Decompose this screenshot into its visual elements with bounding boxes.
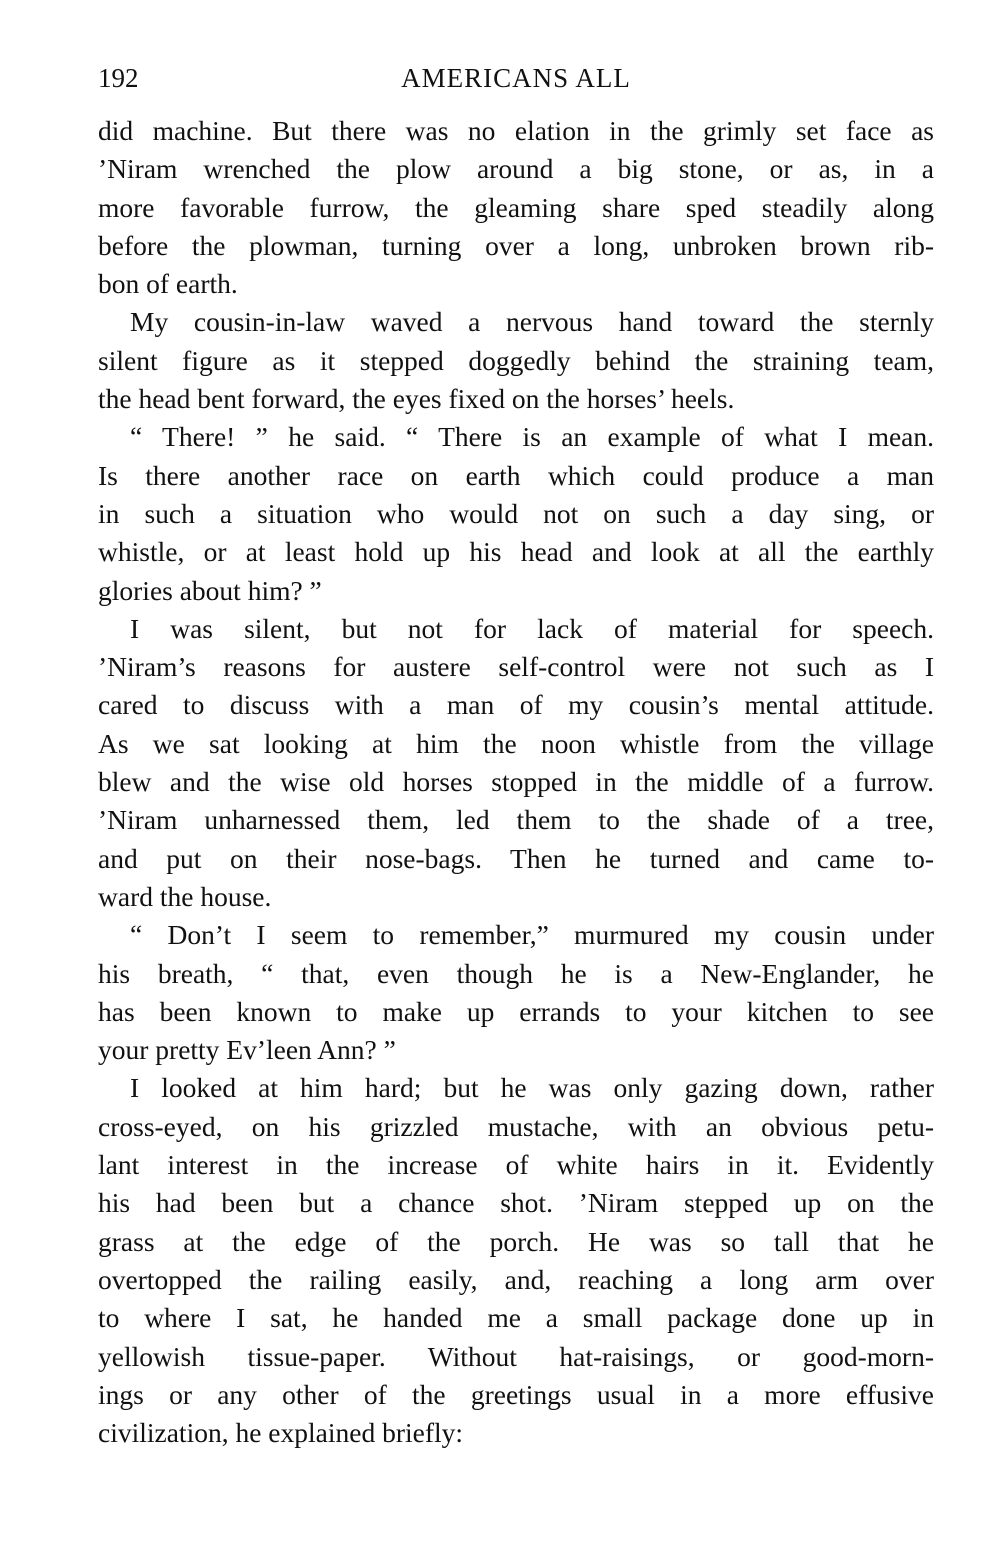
paragraph <box>98 418 934 609</box>
text-line: ’Niram wrenched the plow around a big stone, or as, in a <box>98 153 934 185</box>
text-line: overtopped the railing easily, and, reaching a long arm over <box>98 1263 934 1295</box>
text-line: has been known to make up errands to your kitchen to see <box>98 995 934 1027</box>
running-head <box>98 58 934 98</box>
text-line: ward the house. <box>98 880 272 912</box>
paragraph <box>98 1069 934 1452</box>
text-line: in such a situation who would not on such a day sing, or <box>98 497 934 529</box>
text-line: your pretty Ev’leen Ann? ” <box>98 1034 396 1066</box>
text-line: lant interest in the increase of white hairs in it. Evidently <box>98 1149 934 1181</box>
text-line: cared to discuss with a man of my cousin’s mental attitude. <box>98 689 934 721</box>
text-line: I looked at him hard; but he was only gazing down, rather <box>130 1072 934 1104</box>
text-line: his breath, “ that, even though he is a New-Englander, he <box>98 957 934 989</box>
text-line: grass at the edge of the porch. He was so tall that he <box>98 1225 934 1257</box>
body-text <box>98 112 934 1452</box>
text-line: ’Niram’s reasons for austere self-control were not such as I <box>98 651 934 683</box>
text-line: before the plowman, turning over a long, unbroken brown rib- <box>98 229 934 261</box>
text-line: his had been but a chance shot. ’Niram stepped up on the <box>98 1187 934 1219</box>
text-line: I was silent, but not for lack of material for speech. <box>130 612 934 644</box>
text-line: ’Niram unharnessed them, led them to the shade of a tree, <box>98 804 934 836</box>
text-line: and put on their nose-bags. Then he turned and came to- <box>98 842 934 874</box>
text-line: more favorable furrow, the gleaming share sped steadily along <box>98 191 934 223</box>
paragraph <box>98 916 934 1069</box>
paragraph <box>98 112 934 303</box>
text-line: the head bent forward, the eyes fixed on the horses’ heels. <box>98 383 735 415</box>
book-page <box>98 58 934 1452</box>
text-line: cross-eyed, on his grizzled mustache, with an obvious petu- <box>98 1110 934 1142</box>
text-line: did machine. But there was no elation in the grimly set face as <box>98 115 934 146</box>
text-line: yellowish tissue-paper. Without hat-raisings, or good-morn- <box>98 1340 934 1372</box>
text-line: to where I sat, he handed me a small package done up in <box>98 1302 934 1334</box>
text-line: civilization, he explained briefly: <box>98 1417 464 1449</box>
text-line: Is there another race on earth which could produce a man <box>98 459 934 491</box>
text-line: blew and the wise old horses stopped in the middle of a furrow. <box>98 766 934 798</box>
text-line: My cousin-in-law waved a nervous hand toward the sternly <box>130 306 934 338</box>
text-line: glories about him? ” <box>98 574 322 606</box>
text-line: “ Don’t I seem to remember,” murmured my cousin under <box>130 919 934 951</box>
paragraph <box>98 303 934 418</box>
text-line: ings or any other of the greetings usual in a more effusive <box>98 1378 934 1410</box>
page-number: 192 <box>98 63 139 93</box>
book-title: AMERICANS ALL <box>401 63 631 93</box>
text-line: silent figure as it stepped doggedly behind the straining team, <box>98 344 934 376</box>
text-line: whistle, or at least hold up his head and look at all the earthly <box>98 536 934 568</box>
text-line: As we sat looking at him the noon whistle from the village <box>98 727 934 759</box>
text-line: bon of earth. <box>98 268 238 300</box>
text-line: “ There! ” he said. “ There is an example of what I mean. <box>130 421 934 453</box>
paragraph <box>98 610 934 916</box>
